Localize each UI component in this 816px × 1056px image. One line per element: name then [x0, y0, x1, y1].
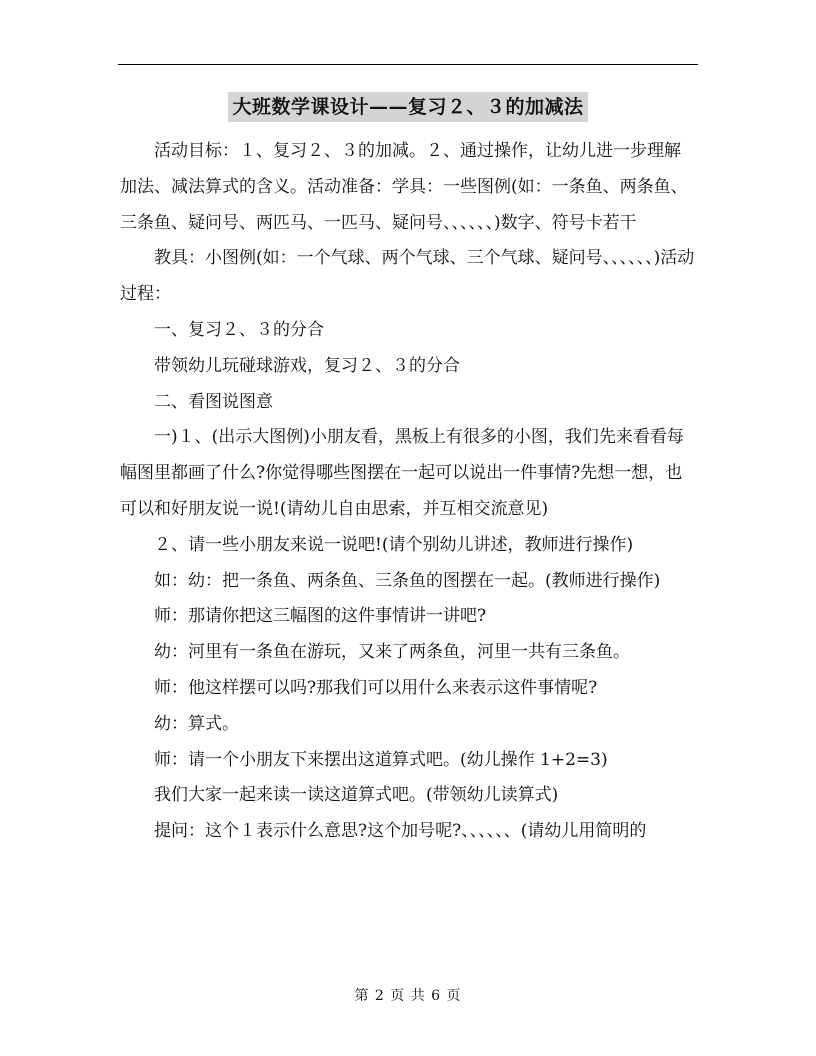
- paragraph: 我们大家一起来读一读这道算式吧。(带领幼儿读算式): [154, 785, 559, 806]
- document-body: [120, 134, 696, 850]
- paragraph: 幼：河里有一条鱼在游玩，又来了两条鱼，河里一共有三条鱼。: [154, 642, 630, 663]
- document-title-wrapper: [0, 92, 816, 122]
- paragraph: 一、复习２、３的分合: [154, 319, 324, 340]
- paragraph: 师：请一个小朋友下来摆出这道算式吧。(幼儿操作 1+2=3): [154, 749, 608, 770]
- paragraph: ２、请一些小朋友来说一说吧!(请个别幼儿讲述，教师进行操作): [154, 534, 634, 555]
- paragraph: 幼：算式。: [154, 713, 239, 734]
- paragraph: 一)１、(出示大图例)小朋友看，黑板上有很多的小图，我们先来看看每幅图里都画了什么?你觉得哪些图摆在一起可以说出一件事情?先想一想，也可以和好朋友说一说!(请幼儿自由思索，并互相交流意见): [120, 427, 684, 519]
- paragraph: 带领幼儿玩碰球游戏，复习２、３的分合: [154, 355, 460, 376]
- document-title: 大班数学课设计——复习２、３的加减法: [228, 92, 587, 122]
- paragraph: 提问：这个１表示什么意思?这个加号呢?、、、、、、(请幼儿用简明的: [154, 821, 647, 842]
- paragraph: 二、看图说图意: [154, 391, 273, 412]
- paragraph: 教具：小图例(如：一个气球、两个气球、三个气球、疑问号、、、、、、)活动过程：: [120, 248, 695, 305]
- header-rule: [118, 64, 698, 65]
- paragraph: 活动目标：１、复习２、３的加减。２、通过操作，让幼儿进一步理解加法、减法算式的含义。活动准备：学具：一些图例(如：一条鱼、两条鱼、三条鱼、疑问号、两匹马、一匹马、疑问号、、、、、、)数字、符号卡若干: [120, 141, 688, 233]
- paragraph: 师：那请你把这三幅图的这件事情讲一讲吧?: [154, 606, 487, 627]
- paragraph: 师：他这样摆可以吗?那我们可以用什么来表示这件事情呢?: [154, 677, 598, 698]
- paragraph: 如：幼：把一条鱼、两条鱼、三条鱼的图摆在一起。(教师进行操作): [154, 570, 661, 591]
- page-footer: 第 2 页 共 6 页: [354, 988, 462, 1004]
